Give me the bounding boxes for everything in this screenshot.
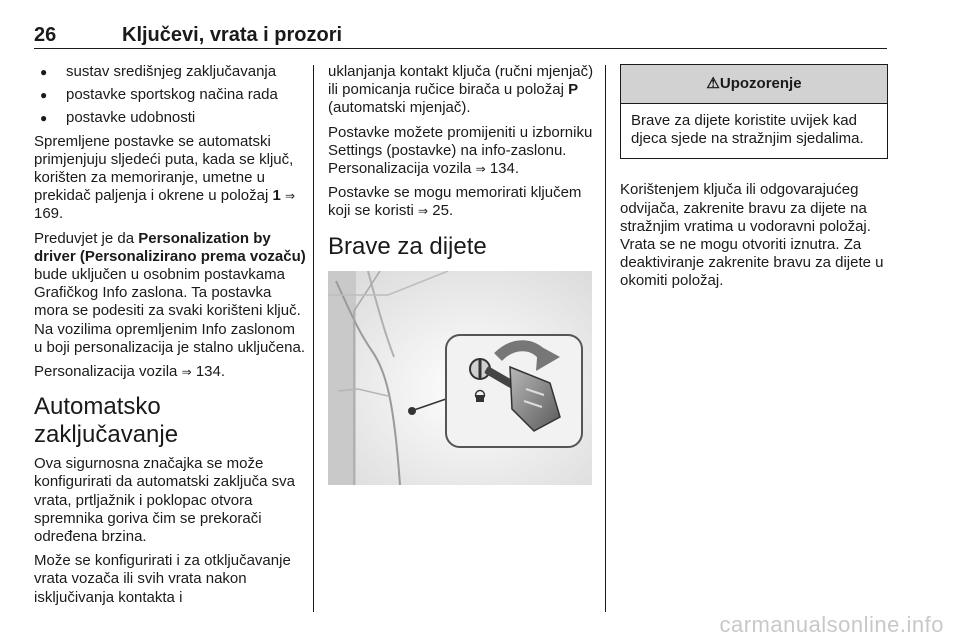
section-heading: Automatsko zaključavanje: [34, 393, 179, 449]
warning-text: Brave za dijete koristite uvijek kad djeca sjede na stražnjim sjedalima.: [631, 112, 864, 148]
paragraph: Može se konfigurirati i za otključavanje vrata vozača ili svih vrata nakon isključivanja kontakta i: [34, 552, 291, 606]
column-2: [328, 63, 596, 490]
section-heading: Brave za dijete: [328, 232, 487, 260]
warning-triangle-icon: ⚠: [706, 75, 720, 92]
warning-box: [620, 64, 888, 159]
paragraph: uklanjanja kontakt ključa (ručni mjenjač) ili pomicanja ručice birača u položaj P (automatski mjenjač).: [328, 63, 594, 117]
column-3: [620, 63, 888, 297]
column-divider-2: [605, 65, 606, 612]
list-item: ● postavke udobnosti: [34, 109, 306, 127]
cross-reference-arrow-icon: ⇒: [285, 189, 296, 204]
paragraph: Postavke se mogu memorirati ključem koji se koristi ⇒ 25.: [328, 184, 582, 220]
paragraph: Spremljene postavke se automatski primjenjuju sljedeći puta, kada se ključ, korišten za memoriranje, umetne u prekidač paljenja i okrene u položaj 1 ⇒ 169.: [34, 132, 296, 223]
paragraph: Preduvjet je da Personalization by driver (Personalizirano prema vozaču) bude uključen u osobnim postavkama Grafičkog Info zaslona. Ta postavka mora se podesiti za svaki korišteni ključ. Na vozilima opremljenim Info zaslonom u boji personalizacija je stalno uključena.: [34, 229, 306, 356]
watermark: carmanualsonline.info: [719, 612, 944, 637]
cross-reference-arrow-icon: ⇒: [475, 162, 486, 177]
list-item: ● postavke sportskog načina rada: [34, 86, 306, 104]
child-lock-illustration: [328, 271, 592, 485]
warning-header: ⚠Upozorenje: [621, 65, 887, 104]
list-item: ● sustav središnjeg zaključavanja: [34, 63, 306, 81]
running-title: Ključevi, vrata i prozori: [122, 24, 343, 46]
page-number: 26: [34, 24, 57, 46]
paragraph: Personalizacija vozila ⇒ 134.: [34, 363, 226, 381]
settings-bullet-list: [34, 63, 306, 128]
cross-reference-arrow-icon: ⇒: [418, 204, 429, 219]
paragraph: Postavke možete promijeniti u izborniku Settings (postavke) na info-zaslonu. Personalizacija vozila ⇒ 134.: [328, 123, 593, 178]
column-divider-1: [313, 65, 314, 612]
paragraph: Korištenjem ključa ili odgovarajućeg odvijača, zakrenite bravu za dijete na stražnjim vratima u vodoravni položaj. Vrata se ne mogu otvoriti iznutra. Za deaktiviranje zakrenite bravu za dijete u okomiti položaj.: [620, 181, 884, 290]
cross-reference-arrow-icon: ⇒: [181, 365, 192, 380]
header-rule: [34, 48, 887, 49]
paragraph: Ova sigurnosna značajka se može konfigurirati da automatski zaključa sva vrata, prtljažnik i poklopac otvora spremnika goriva čim se prekorači određena brzina.: [34, 455, 295, 546]
column-1: [34, 63, 306, 613]
